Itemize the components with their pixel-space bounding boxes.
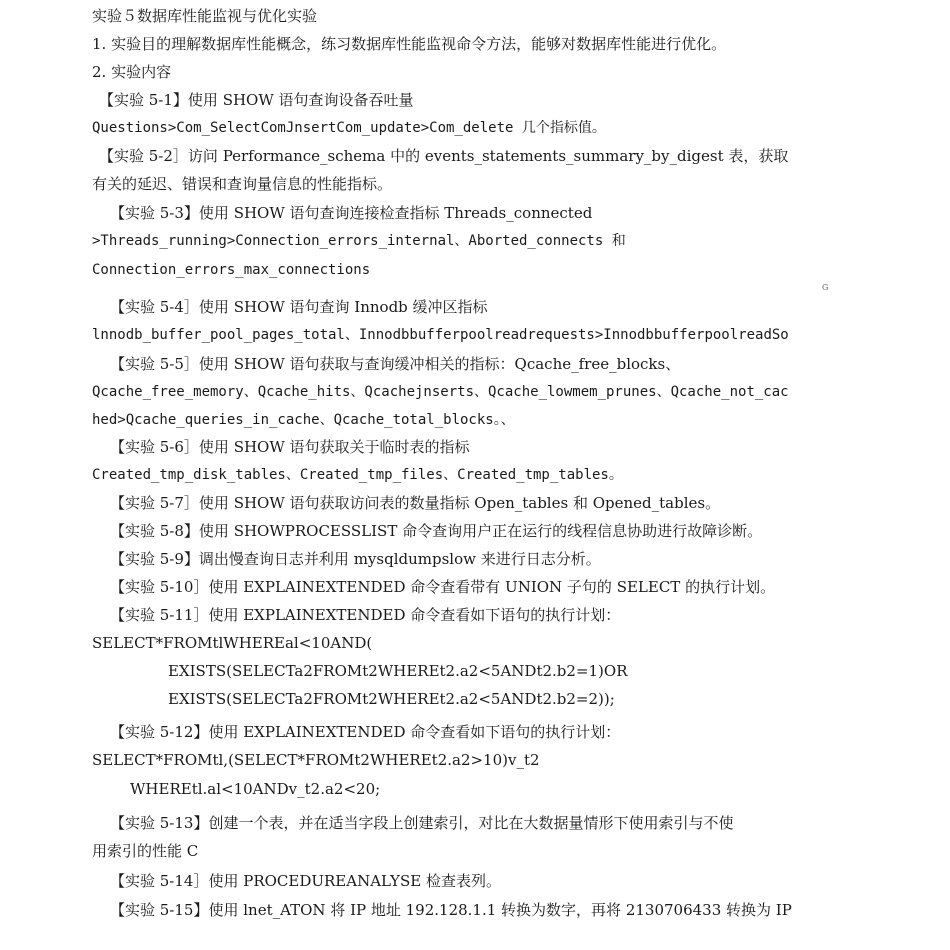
experiment-5-1: 【实验 5-1】使用 SHOW 语句查询设备吞吐量 (99, 91, 414, 109)
experiment-5-15: 【实验 5-15】使用 lnet_ATON 将 IP 地址 192.128.1.1 转换为数字，再将 2130706433 转换为 IP (110, 901, 792, 919)
experiment-5-3-cont2: Connection_errors_max_connections (92, 262, 371, 278)
experiment-5-2: 【实验 5-2］访问 Performance_schema 中的 events_statements_summary_by_digest 表，获取 (99, 147, 789, 165)
experiment-5-4-cont: lnnodb_buffer_pool_pages_total、Innodbbufferpoolreadrequests>InnodbbufferpoolreadSo (92, 327, 789, 343)
experiment-5-12: 【实验 5-12】使用 EXPLAINEXTENDED 命令查看如下语句的执行计划： (110, 723, 621, 741)
experiment-5-14: 【实验 5-14］使用 PROCEDUREANALYSE 检查表列。 (110, 872, 501, 890)
stray-mark: G (822, 283, 829, 292)
experiment-5-6-cont: Created_tmp_disk_tables、Created_tmp_files、Created_tmp_tables。 (92, 467, 623, 483)
experiment-5-11-sql-1: SELECT*FROMtlWHEREal<10AND( (92, 634, 373, 652)
experiment-5-10: 【实验 5-10］使用 EXPLAINEXTENDED 命令查看带有 UNION 子句的 SELECT 的执行计划。 (110, 578, 776, 596)
document-title: 实验５数据库性能监视与优化实验 (92, 7, 318, 25)
section-content-heading: 2. 实验内容 (92, 63, 172, 81)
experiment-5-12-sql-2: WHEREtl.al<10ANDv_t2.a2<20; (130, 780, 381, 798)
experiment-5-3: 【实验 5-3】使用 SHOW 语句查询连接检查指标 Threads_connected (110, 204, 593, 222)
experiment-5-11: 【实验 5-11］使用 EXPLAINEXTENDED 命令查看如下语句的执行计划： (110, 606, 621, 624)
section-purpose: 1. 实验目的理解数据库性能概念，练习数据库性能监视命令方法，能够对数据库性能进行优化。 (92, 35, 727, 53)
experiment-5-11-sql-3: EXISTS(SELECTa2FROMt2WHEREt2.a2<5ANDt2.b2=2)); (168, 690, 615, 708)
experiment-5-4: 【实验 5-4］使用 SHOW 语句查询 Innodb 缓冲区指标 (110, 298, 488, 316)
experiment-5-5-cont2: hed>Qcache_queries_in_cache、Qcache_total_blocks。、 (92, 412, 515, 428)
experiment-5-8: 【实验 5-8】使用 SHOWPROCESSLIST 命令查询用户正在运行的线程信息协助进行故障诊断。 (110, 522, 763, 540)
experiment-5-3-cont: >Threads_running>Connection_errors_internal、Aborted_connects 和 (92, 233, 626, 249)
experiment-5-12-sql-1: SELECT*FROMtl,(SELECT*FROMt2WHEREt2.a2>10)v_t2 (92, 751, 540, 769)
experiment-5-9: 【实验 5-9】调出慢查询日志并利用 mysqldumpslow 来进行日志分析。 (110, 550, 601, 568)
experiment-5-6: 【实验 5-6］使用 SHOW 语句获取关于临时表的指标 (110, 438, 470, 456)
experiment-5-13: 【实验 5-13】创建一个表，并在适当字段上创建索引，对比在大数据量情形下使用索引与不使 (110, 814, 734, 832)
experiment-5-11-sql-2: EXISTS(SELECTa2FROMt2WHEREt2.a2<5ANDt2.b2=1)OR (168, 662, 628, 680)
experiment-5-5: 【实验 5-5］使用 SHOW 语句获取与查询缓冲相关的指标：Qcache_free_blocks、 (110, 355, 681, 373)
experiment-5-2-cont: 有关的延迟、错误和查询量信息的性能指标。 (92, 175, 393, 193)
experiment-5-7: 【实验 5-7］使用 SHOW 语句获取访问表的数量指标 Open_tables 和 Opened_tables。 (110, 494, 721, 512)
experiment-5-13-cont: 用索引的性能 C (92, 842, 199, 860)
experiment-5-1-metrics: Questions>Com_SelectComJnsertCom_update>Com_delete 几个指标值。 (92, 120, 606, 136)
experiment-5-5-cont: Qcache_free_memory、Qcache_hits、Qcachejnserts、Qcache_lowmem_prunes、Qcache_not_cac (92, 384, 789, 400)
